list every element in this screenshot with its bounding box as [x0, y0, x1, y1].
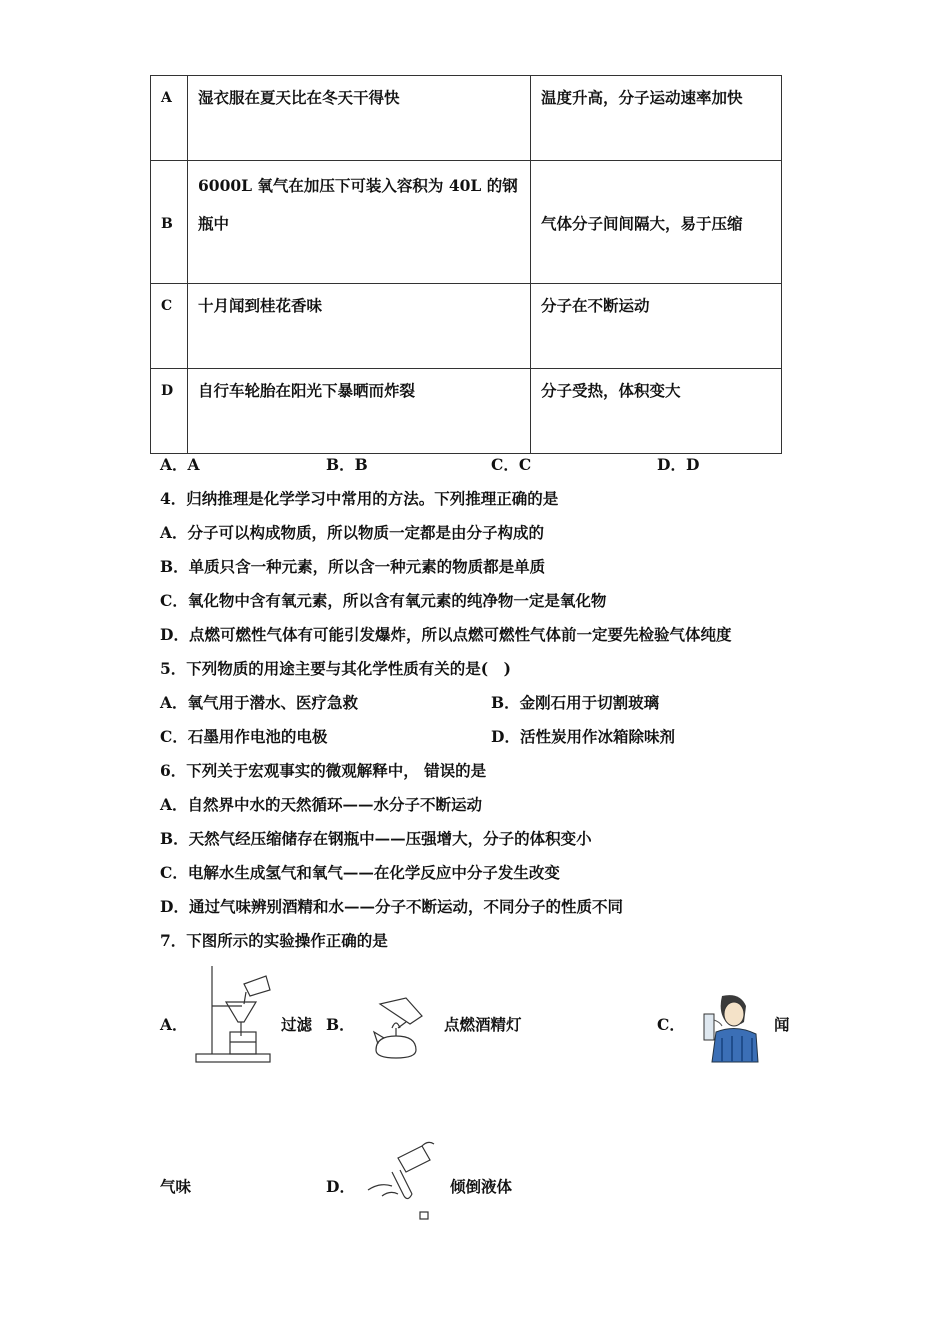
row-explanation: 分子在不断运动: [531, 284, 782, 369]
q4-option-b: B．单质只含一种元素，所以含一种元素的物质都是单质: [160, 557, 546, 576]
q7-option-b-label: 点燃酒精灯: [444, 1015, 522, 1034]
q7-option-c-label-2: 气味: [160, 1177, 192, 1196]
smelling-gas-figure: [692, 992, 764, 1064]
q4-stem: 4．归纳推理是化学学习中常用的方法。下列推理正确的是: [160, 489, 559, 508]
q5-stem: 5．下列物质的用途主要与其化学性质有关的是( ): [160, 659, 511, 678]
q7-option-b-letter: B．: [326, 1015, 355, 1034]
q4-option-c: C．氧化物中含有氧元素，所以含有氧元素的纯净物一定是氧化物: [160, 591, 607, 610]
row-explanation: 分子受热，体积变大: [531, 369, 782, 454]
q7-option-a-label: 过滤: [281, 1015, 313, 1034]
table-row: [151, 76, 782, 161]
q7-option-d-label: 倾倒液体: [450, 1177, 513, 1196]
q7-option-d-letter: D．: [326, 1177, 355, 1196]
q4-option-d: D．点燃可燃性气体有可能引发爆炸，所以点燃可燃性气体前一定要先检验气体纯度: [160, 625, 732, 644]
filtration-apparatus-figure: [190, 962, 278, 1066]
q6-option-d: D．通过气味辨别酒精和水——分子不断运动，不同分子的性质不同: [160, 897, 623, 916]
row-key: C: [151, 284, 188, 369]
row-phenomenon: 十月闻到桂花香味: [188, 284, 531, 369]
q7-option-c-label-1: 闻: [774, 1015, 790, 1034]
row-phenomenon: 6000L 氧气在加压下可装入容积为 40L 的钢瓶中: [188, 161, 531, 284]
q3-option-a: A．A: [160, 455, 200, 474]
q6-option-b: B．天然气经压缩储存在钢瓶中——压强增大，分子的体积变小: [160, 829, 592, 848]
q4-option-a: A．分子可以构成物质，所以物质一定都是由分子构成的: [160, 523, 545, 542]
q6-stem: 6．下列关于宏观事实的微观解释中， 错误的是: [160, 761, 487, 780]
row-explanation: 温度升高，分子运动速率加快: [531, 76, 782, 161]
q6-option-a: A．自然界中水的天然循环——水分子不断运动: [160, 795, 483, 814]
pouring-liquid-figure: [362, 1138, 442, 1222]
q3-option-c: C．C: [491, 455, 532, 474]
q5-option-d: D．活性炭用作冰箱除味剂: [491, 727, 675, 746]
alcohol-lamp-figure: [366, 992, 436, 1064]
table-row: [151, 369, 782, 454]
row-explanation: 气体分子间间隔大，易于压缩: [531, 161, 782, 284]
q5-option-b: B．金刚石用于切割玻璃: [491, 693, 660, 712]
q6-option-c: C．电解水生成氢气和氧气——在化学反应中分子发生改变: [160, 863, 560, 882]
q7-option-a-letter: A．: [160, 1015, 188, 1034]
q3-option-b: B．B: [326, 455, 368, 474]
row-key: D: [151, 369, 188, 454]
q7-stem: 7．下图所示的实验操作正确的是: [160, 931, 388, 950]
row-phenomenon: 湿衣服在夏天比在冬天干得快: [188, 76, 531, 161]
row-key: B: [151, 161, 188, 284]
q3-option-d: D．D: [657, 455, 700, 474]
q5-option-a: A．氧气用于潜水、医疗急救: [160, 693, 359, 712]
q7-option-c-letter: C．: [657, 1015, 685, 1034]
row-phenomenon: 自行车轮胎在阳光下暴晒而炸裂: [188, 369, 531, 454]
table-row: [151, 161, 782, 284]
question-table: [150, 75, 782, 454]
q5-option-c: C．石墨用作电池的电极: [160, 727, 328, 746]
table-row: [151, 284, 782, 369]
row-key: A: [151, 76, 188, 161]
